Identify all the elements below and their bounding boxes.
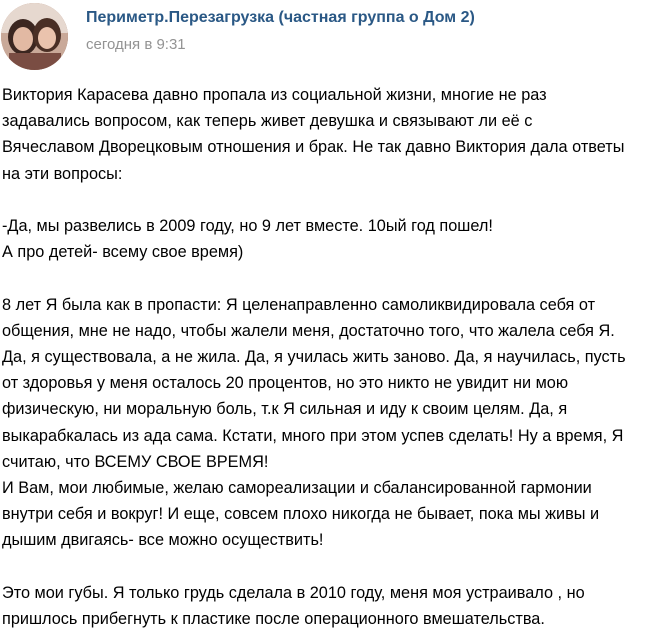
post-text-line: выкарабкалась из ада сама. Кстати, много при этом успев сделать! Ну а время, Я	[2, 426, 624, 445]
post-header	[0, 0, 670, 72]
post-text	[2, 82, 668, 632]
post-text-line: внутри себя и вокруг! И еще, совсем плохо никогда не бывает, пока мы живы и	[2, 505, 600, 524]
post-text-line: пришлось прибегнуть к пластике после операционного вмешательства.	[2, 610, 545, 629]
post-text-line: общения, мне не надо, чтобы жалели меня, достаточно того, что жалела себя Я.	[2, 321, 615, 340]
post-text-line: А про детей- всему свое время)	[2, 243, 244, 262]
post-text-line: Это мои губы. Я только грудь сделала в 2010 году, меня моя устраивало , но	[2, 583, 585, 602]
avatar-photo-icon	[1, 3, 68, 70]
post-text-line: задавались вопросом, как теперь живет девушка и связывают ли её с	[2, 112, 533, 131]
post-date-link[interactable]: сегодня в 9:31	[86, 36, 186, 53]
paragraph-gap	[2, 265, 668, 291]
post-text-line: Виктория Карасева давно пропала из социальной жизни, многие не раз	[2, 86, 547, 104]
post-text-line: от здоровья у меня осталось 20 процентов, но это никто не увидит ни мою	[2, 374, 569, 393]
post-text-line: 8 лет Я была как в пропасти: Я целенаправленно самоликвидировала себя от	[2, 295, 596, 314]
post-text-line: считаю, что ВСЕМУ СВОЕ ВРЕМЯ!	[2, 452, 269, 471]
post-text-line: -Да, мы развелись в 2009 году, но 9 лет вместе. 10ый год пошел!	[2, 217, 493, 235]
paragraph-gap	[2, 187, 668, 213]
post-text-line: Вячеславом Дворецковым отношения и брак. Не так давно Виктория дала ответы	[2, 138, 625, 157]
post-text-line: Да, я существовала, а не жила. Да, я училась жить заново. Да, я научилась, пусть	[2, 348, 626, 366]
post-text-line: на эти вопросы:	[2, 164, 123, 183]
paragraph-gap	[2, 554, 668, 580]
group-avatar[interactable]	[1, 3, 68, 70]
post-text-line: дышим двигаясь- все можно осуществить!	[2, 531, 324, 550]
post-text-line: физическую, ни моральную боль, т.к Я сильная и иду к своим целям. Да, я	[2, 400, 568, 419]
group-name-link[interactable]: Периметр.Перезагрузка (частная группа о Дом 2)	[86, 9, 475, 26]
post-text-line: И Вам, мои любимые, желаю самореализации и сбалансированной гармонии	[2, 479, 592, 498]
